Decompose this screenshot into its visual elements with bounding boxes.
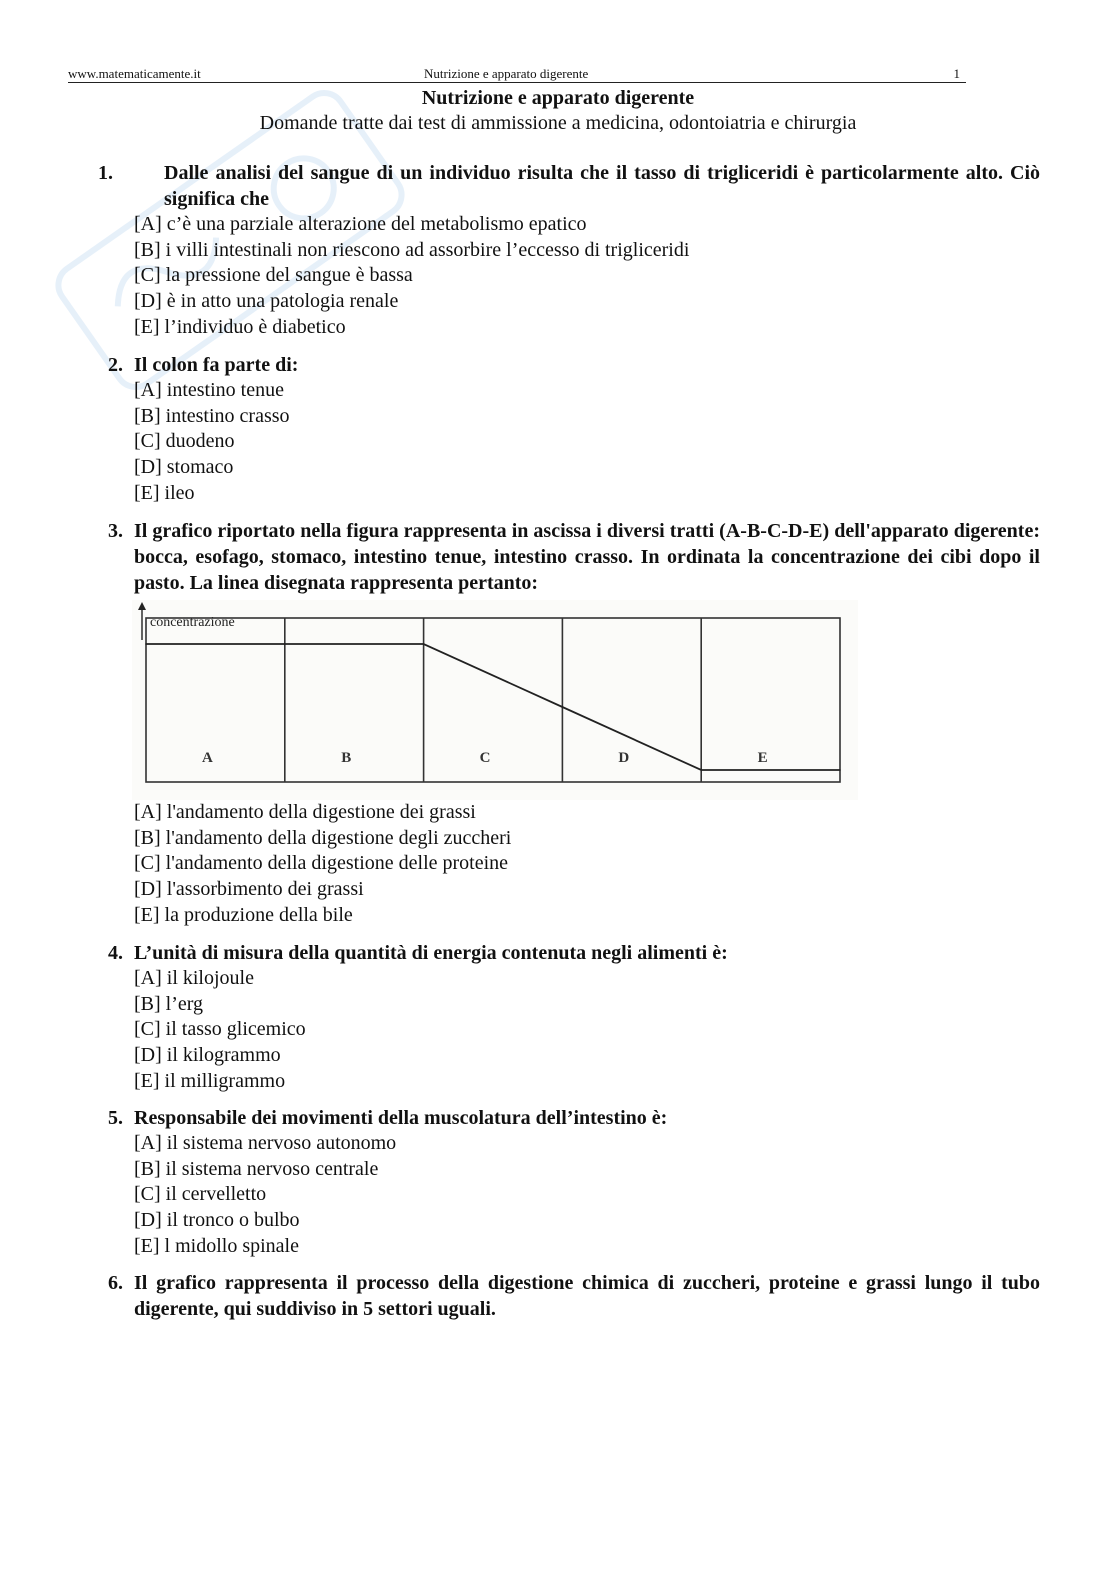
question-number: 4. [108,942,123,964]
question-number: 1. [98,162,113,184]
option-c[interactable]: [C] l'andamento della digestione delle proteine [134,852,509,875]
option-d[interactable]: [D] è in atto una patologia renale [134,290,399,313]
page-title: Nutrizione e apparato digerente [421,87,695,109]
running-header [68,66,966,83]
question-number: 3. [108,520,123,542]
option-c[interactable]: [C] il cervelletto [134,1183,267,1206]
option-b[interactable]: [B] il sistema nervoso centrale [134,1157,379,1180]
option-c[interactable]: [C] il tasso glicemico [134,1018,306,1041]
option-d[interactable]: [D] il tronco o bulbo [134,1209,300,1232]
question-text: Dalle analisi del sangue di un individuo risulta che il tasso di trigliceridi è particolarmente alto. Ciò significa che [164,162,1040,210]
question-text: Il grafico riportato nella figura rappresenta in ascissa i diversi tratti (A-B-C-D-E) dell'apparato digerente: bocca, esofago, stomaco, intestino tenue, intestino crasso. In ordinata la concentrazione dei cibi dopo il pasto. La linea disegnata rappresenta pertanto: [134,520,1040,594]
option-d[interactable]: [D] stomaco [134,456,234,479]
question-text: Il colon fa parte di: [134,354,299,376]
sector-label-b: B [341,750,352,766]
option-d[interactable]: [D] l'assorbimento dei grassi [134,878,364,901]
option-b[interactable]: [B] i villi intestinali non riescono ad assorbire l’eccesso di trigliceridi [134,238,690,261]
question-text: L’unità di misura della quantità di energia contenuta negli alimenti è: [134,942,728,964]
answer-options [134,966,306,1094]
option-b[interactable]: [B] l’erg [134,992,204,1015]
digestion-chart [132,600,858,800]
page-subtitle: Domande tratte dai test di ammissione a medicina, odontoiatria e chirurgia [259,112,857,134]
option-c[interactable]: [C] duodeno [134,430,235,453]
option-a[interactable]: [A] c’è una parziale alterazione del metabolismo epatico [134,213,587,235]
sector-label-c: C [479,750,491,766]
option-a[interactable]: [A] il kilojoule [134,967,254,989]
question-number: 5. [108,1107,123,1129]
page-number: 1 [953,66,960,81]
option-e[interactable]: [E] ileo [134,481,195,504]
option-b[interactable]: [B] l'andamento della digestione degli zuccheri [134,826,512,849]
data-point-0-5 [839,769,841,771]
question-number: 2. [108,354,123,376]
answer-options [134,800,511,928]
option-b[interactable]: [B] intestino crasso [134,404,290,427]
option-e[interactable]: [E] l midollo spinale [134,1234,299,1257]
question-number: 6. [108,1272,123,1294]
data-point-0-4 [700,769,702,771]
option-c[interactable]: [C] la pressione del sangue è bassa [134,264,413,287]
option-e[interactable]: [E] l’individuo è diabetico [134,315,346,338]
data-point-0-3 [562,706,564,708]
answer-options [134,378,290,506]
option-d[interactable]: [D] il kilogrammo [134,1044,281,1067]
sector-label-e: E [757,750,768,766]
option-a[interactable]: [A] intestino tenue [134,379,284,401]
answer-options [134,1131,396,1259]
option-e[interactable]: [E] la produzione della bile [134,903,353,926]
option-e[interactable]: [E] il milligrammo [134,1069,286,1092]
sector-label-d: D [618,750,630,766]
sector-label-a: A [201,750,213,766]
option-a[interactable]: [A] il sistema nervoso autonomo [134,1132,397,1154]
data-point-0-0 [145,643,147,645]
header-title: Nutrizione e apparato digerente [424,66,589,81]
option-a[interactable]: [A] l'andamento della digestione dei grassi [134,801,476,823]
header-url: www.matematicamente.it [68,66,201,81]
question-text: Il grafico rappresenta il processo della digestione chimica di zuccheri, proteine e grassi lungo il tubo digerente, qui suddiviso in 5 settori uguali. [134,1272,1040,1320]
y-axis-label: concentrazione [150,615,235,630]
data-point-0-2 [423,643,425,645]
question-text: Responsabile dei movimenti della muscolatura dell’intestino è: [134,1107,668,1129]
answer-options [134,212,689,340]
data-point-0-1 [284,643,286,645]
